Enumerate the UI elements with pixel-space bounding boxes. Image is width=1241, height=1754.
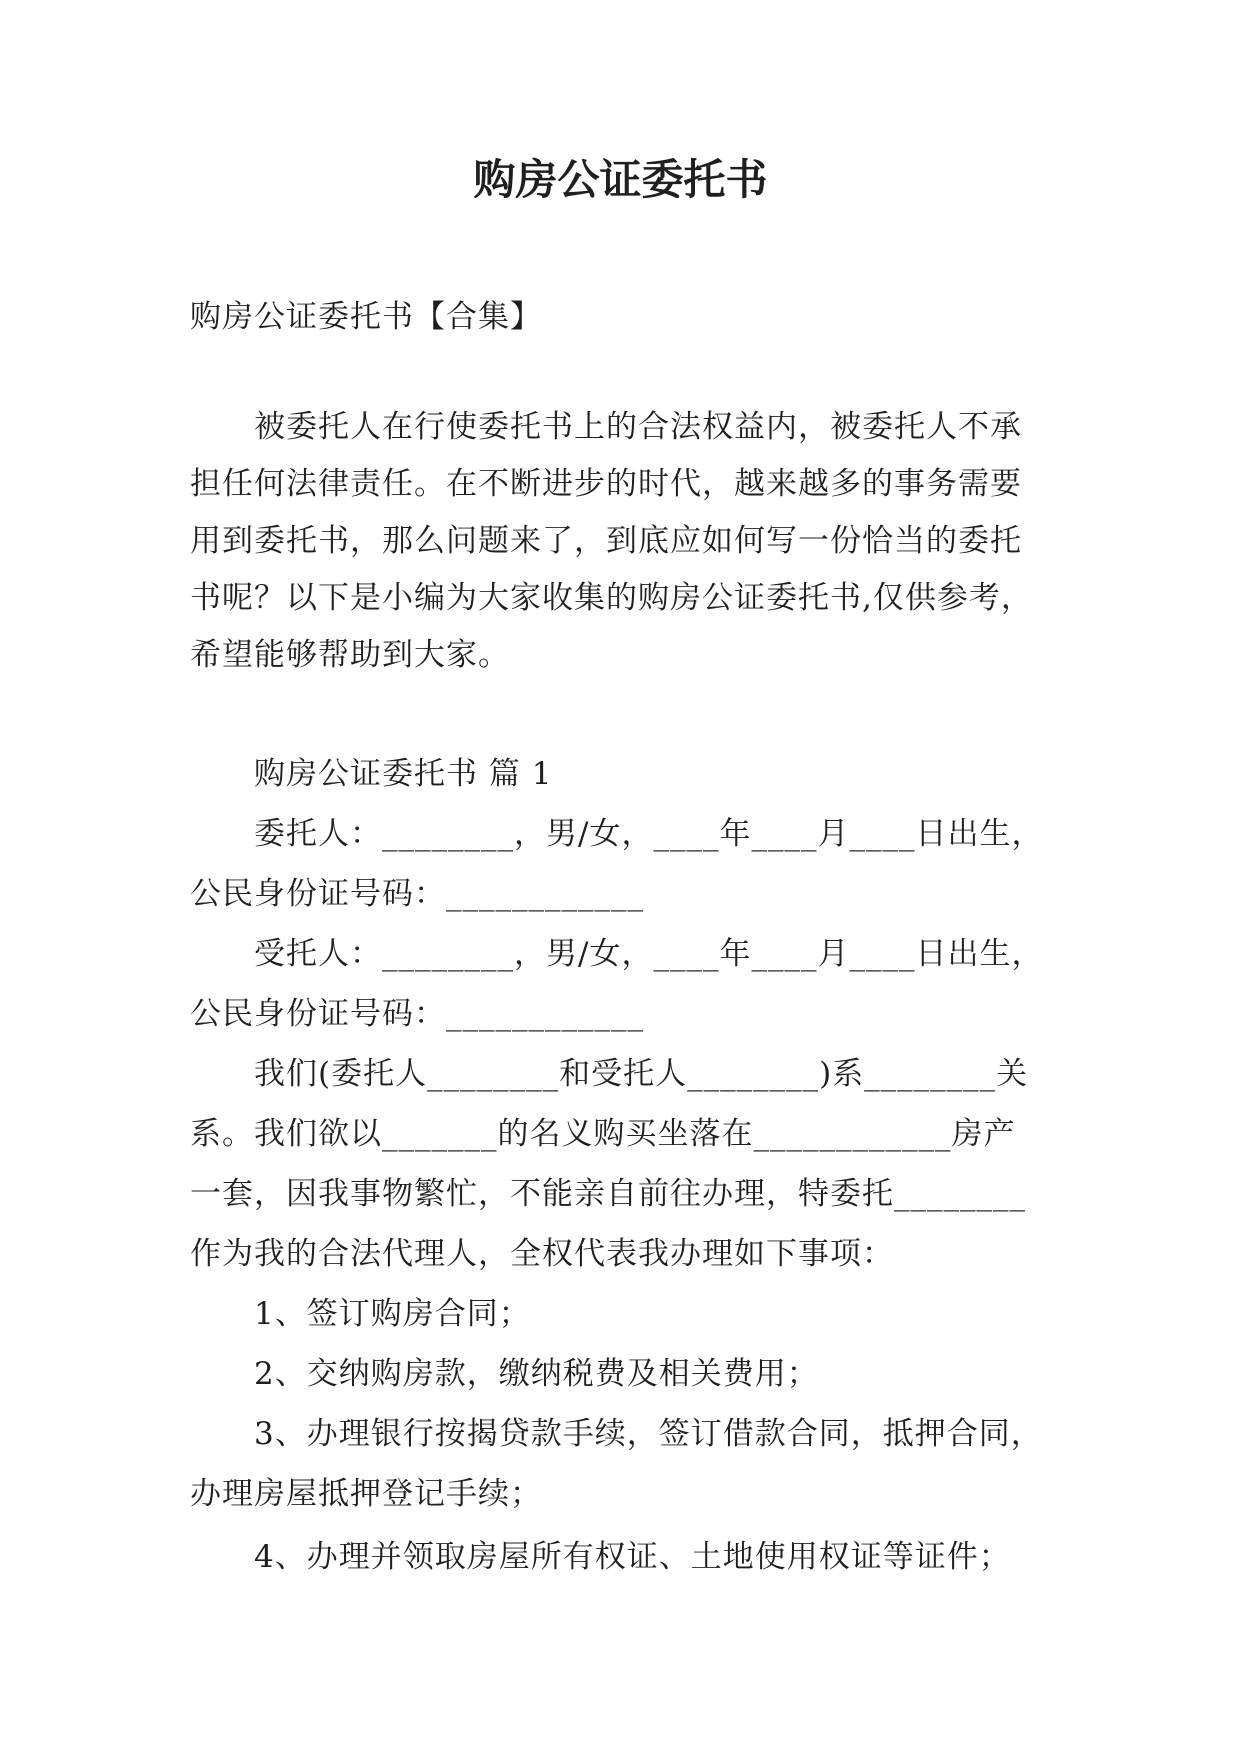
body-line: 公民身份证号码：____________ <box>190 876 644 912</box>
document-subtitle: 购房公证委托书【合集】 <box>190 299 542 335</box>
list-item-continuation: 办理房屋抵押登记手续； <box>190 1476 542 1512</box>
body-line: 一套，因我事物繁忙，不能亲自前往办理，特委托________ <box>190 1176 1026 1212</box>
list-item: 4、办理并领取房屋所有权证、土地使用权证等证件； <box>254 1539 1011 1575</box>
intro-line: 用到委托书，那么问题来了，到底应如何写一份恰当的委托 <box>190 523 1022 559</box>
body-line: 系。我们欲以_______的名义购买坐落在____________房产 <box>190 1116 1016 1152</box>
body-line: 受托人：________，男/女，____年____月____日出生， <box>254 936 1044 972</box>
section-heading: 购房公证委托书 篇 1 <box>254 756 553 792</box>
list-item: 2、交纳购房款，缴纳税费及相关费用； <box>254 1356 819 1392</box>
list-item: 1、签订购房合同； <box>254 1296 531 1332</box>
intro-line: 希望能够帮助到大家。 <box>190 637 510 673</box>
list-item: 3、办理银行按揭贷款手续，签订借款合同，抵押合同， <box>254 1416 1043 1452</box>
body-line: 作为我的合法代理人，全权代表我办理如下事项： <box>190 1236 894 1272</box>
body-line: 我们(委托人________和受托人________)系________关 <box>254 1056 1029 1092</box>
intro-line: 被委托人在行使委托书上的合法权益内，被委托人不承 <box>254 409 1022 445</box>
body-line: 公民身份证号码：____________ <box>190 996 644 1032</box>
intro-line: 书呢？以下是小编为大家收集的购房公证委托书,仅供参考， <box>190 580 1033 616</box>
intro-line: 担任何法律责任。在不断进步的时代，越来越多的事务需要 <box>190 466 1022 502</box>
document-title: 购房公证委托书 <box>473 155 768 204</box>
body-line: 委托人：________，男/女，____年____月____日出生， <box>254 816 1044 852</box>
